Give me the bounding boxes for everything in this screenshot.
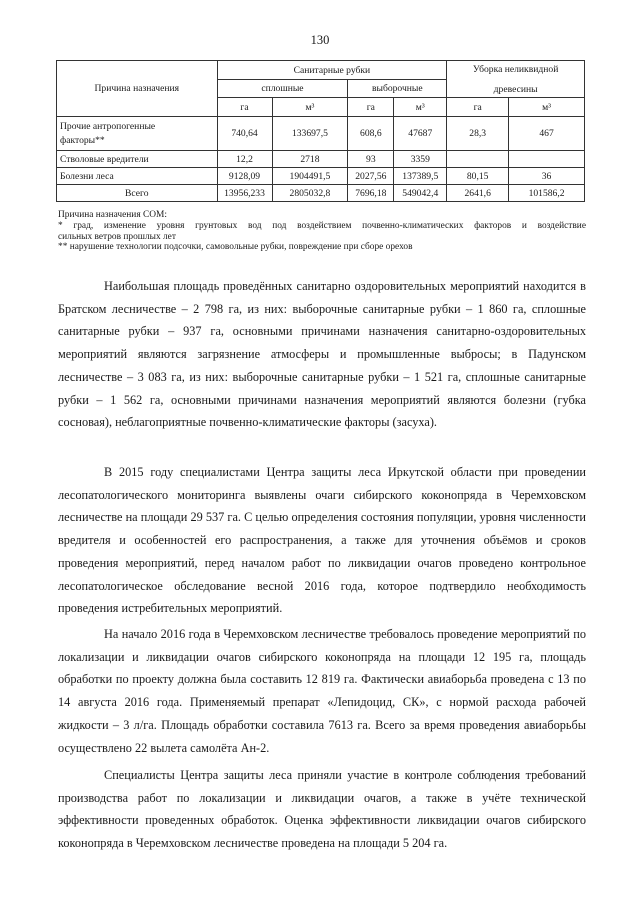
reason-header: Причина назначения <box>57 61 218 117</box>
table-row <box>57 168 585 185</box>
row-label-line2: факторы** <box>60 135 105 146</box>
paragraph-text: В 2015 году специалистами Центра защиты леса Иркутской области при проведении лесопатологического мониторинга выявлены очаги сибирского коконопряда в Черемховском лесничестве на площади 29 537 га. С целью определения состояния популяции, уровня численности вредителя и особенностей его распространения, а также для уточнения объёмов и сроков проведения мероприятий, перед началом работ по ликвидации очагов проведено контрольное лесопатологическое обследование весной 2016 года, которое подтвердило необходимость проведения истребительных мероприятий. <box>58 465 586 616</box>
logging-table <box>56 60 585 202</box>
row-label <box>57 117 218 151</box>
footnote-2: ** нарушение технологии подсочки, самовольные рубки, повреждение при сборе орехов <box>58 242 413 253</box>
table-cell <box>447 151 509 168</box>
unit-header: м³ <box>509 98 585 117</box>
table-cell: 137389,5 <box>394 168 447 185</box>
cleanup-header <box>447 61 585 98</box>
table-cell: 47687 <box>394 117 447 151</box>
table-cell: 28,3 <box>447 117 509 151</box>
table-cell: 9128,09 <box>217 168 272 185</box>
row-label-line1: Прочие антропогенные <box>60 121 156 132</box>
row-label: Стволовые вредители <box>57 151 218 168</box>
unit-header: га <box>447 98 509 117</box>
table-row-total <box>57 185 585 202</box>
unit-header: м³ <box>272 98 348 117</box>
table-cell: 36 <box>509 168 585 185</box>
table-cell: 3359 <box>394 151 447 168</box>
table-cell: 7696,18 <box>348 185 394 202</box>
unit-header: га <box>217 98 272 117</box>
footnote-1-line2: сильных ветров прошлых лет <box>58 231 176 242</box>
table-cell: 608,6 <box>348 117 394 151</box>
table-row <box>57 117 585 151</box>
table-cell: 2027,56 <box>348 168 394 185</box>
footnote-1-line1: * град, изменение уровня грунтовых вод под воздействием почвенно-климатических факторов и воздействие <box>58 220 586 231</box>
row-label: Всего <box>57 185 218 202</box>
paragraph-text: На начало 2016 года в Черемховском лесничестве требовалось проведение мероприятий по локализации и ликвидации очагов сибирского коконопряда на площади 12 195 га, площадь обработки по проекту должна была составить 12 819 га. Фактически авиаборьба проведена с 13 по 14 августа 2016 года. Применяемый препарат «Лепидоцид, СК», с нормой расхода рабочей жидкости – 3 л/га. Площадь обработки составила 7613 га. Всего за время проведения авиаборьбы осуществлено 22 вылета самолёта Ан-2. <box>58 627 586 755</box>
table-cell: 1904491,5 <box>272 168 348 185</box>
body-paragraph-3 <box>58 623 586 759</box>
table-cell: 2641,6 <box>447 185 509 202</box>
table-cell: 467 <box>509 117 585 151</box>
table-notes <box>58 210 586 253</box>
table-cell: 2805032,8 <box>272 185 348 202</box>
cleanup-header-line1: Уборка неликвидной <box>472 63 559 75</box>
selective-cut-header: выборочные <box>348 80 447 98</box>
table-cell: 549042,4 <box>394 185 447 202</box>
notes-source: Причина назначения СОМ: <box>58 210 167 220</box>
table-cell: 101586,2 <box>509 185 585 202</box>
body-paragraph-4 <box>58 764 586 855</box>
table-cell: 2718 <box>272 151 348 168</box>
table-row <box>57 151 585 168</box>
unit-header: м³ <box>394 98 447 117</box>
body-paragraph-1 <box>58 275 586 434</box>
paragraph-text: Наибольшая площадь проведённых санитарно оздоровительных мероприятий находится в Братском лесничестве – 2 798 га, из них: выборочные санитарные рубки – 1 860 га, сплошные санитарные рубки – 937 га, основными причинами назначения санитарно-оздоровительных мероприятий являются загрязнение атмосферы и промышленные выбросы; в Падунском лесничестве – 3 083 га, из них: выборочные санитарные рубки – 1 521 га, сплошные санитарные рубки – 1 562 га, основными причинами назначения мероприятий являются болезни (губка сосновая), неблагоприятные почвенно-климатические факторы (засуха). <box>58 279 586 430</box>
row-label: Болезни леса <box>57 168 218 185</box>
paragraph-text: Специалисты Центра защиты леса приняли участие в контроле соблюдения требований производства работ по локализации и ликвидации очагов, а также в учёте технической эффективности проведенных обработок. Оценка эффективности ликвидации очагов сибирского коконопряда в Черемховском лесничестве проведена на площади 5 204 га. <box>58 768 586 851</box>
body-paragraph-2 <box>58 461 586 620</box>
table-cell: 80,15 <box>447 168 509 185</box>
table-cell: 93 <box>348 151 394 168</box>
cleanup-header-line2: древесины <box>493 83 538 95</box>
table-cell <box>509 151 585 168</box>
table-cell: 740,64 <box>217 117 272 151</box>
unit-header: га <box>348 98 394 117</box>
table-cell: 13956,233 <box>217 185 272 202</box>
clear-cut-header: сплошные <box>217 80 348 98</box>
sanitary-logging-header: Санитарные рубки <box>217 61 447 80</box>
table-cell: 12,2 <box>217 151 272 168</box>
table-cell: 133697,5 <box>272 117 348 151</box>
page-number: 130 <box>310 33 330 47</box>
